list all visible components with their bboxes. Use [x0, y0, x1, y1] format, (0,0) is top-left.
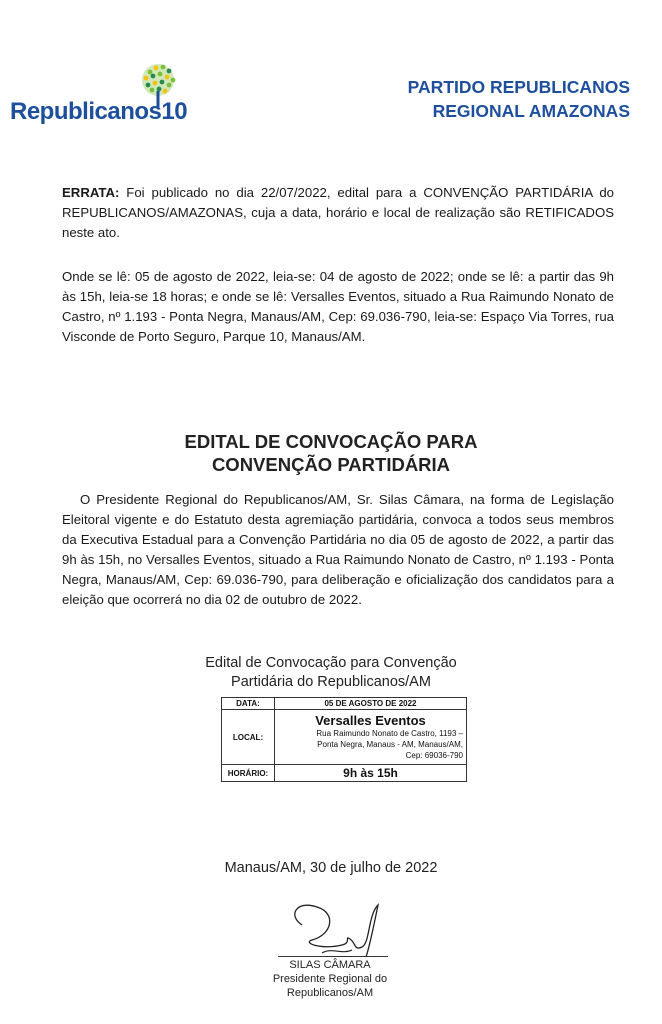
signer-role-line1: Presidente Regional do [272, 973, 388, 985]
edital-title: EDITAL DE CONVOCAÇÃO PARA CONVENÇÃO PARTIDÁRIA [184, 431, 478, 475]
venue-address: Rua Raimundo Nonato de Castro, 1193 – Ponta Negra, Manaus - AM, Manaus/AM, Cep: 69036-790 [316, 729, 463, 760]
signer-role-line2: Republicanos/AM [286, 987, 374, 999]
location-label: LOCAL: [222, 710, 275, 765]
party-heading-line1: PARTIDO REPUBLICANOS [407, 77, 630, 97]
table-row-time [222, 765, 467, 782]
errata-paragraph: ERRATA: Foi publicado no dia 22/07/2022, edital para a CONVENÇÃO PARTIDÁRIA do REPUBLICANOS/AMAZONAS, cuja a data, horário e local de realização são RETIFICADOS neste ato. [62, 185, 614, 240]
signature-line [278, 956, 388, 957]
summary-title: Edital de Convocação para Convenção Partidária do Republicanos/AM [205, 655, 457, 690]
edital-body: O Presidente Regional do Republicanos/AM, Sr. Silas Câmara, na forma de Legislação Eleitoral vigente e do Estatuto desta agremiação partidária, convoca a todos seus membros da Executiva Estadual para a Convenção Partidária no dia 05 de agosto de 2022, a partir das 9h às 15h, no Versalles Eventos, situado a Rua Raimundo Nonato de Castro, nº 1.193 - Ponta Negra, Manaus/AM, Cep: 69.036-790, para deliberação e oficialização dos candidatos para a eleição que ocorrerá no dia 02 de outubro de 2022. [62, 492, 614, 607]
summary-table [221, 697, 467, 782]
corrections-paragraph: Onde se lê: 05 de agosto de 2022, leia-se: 04 de agosto de 2022; onde se lê: a partir das 9h às 15h, leia-se 18 horas; e onde se lê: Versalles Eventos, situado a Rua Raimundo Nonato de Castro, nº 1.193 - Ponta Negra, Manaus/AM, Cep: 69.036-790, leia-se: Espaço Via Torres, rua Visconde de Porto Seguro, Parque 10, Manaus/AM. [62, 269, 614, 344]
table-row-location [222, 710, 467, 765]
handwritten-signature [282, 895, 392, 965]
retificados-emphasis: RETIFICADOS [525, 205, 614, 220]
time-label: HORÁRIO: [222, 765, 275, 782]
signer-block [230, 958, 430, 1000]
location-value [275, 710, 467, 765]
date-label: DATA: [222, 698, 275, 710]
party-logo [10, 58, 190, 128]
errata-label: ERRATA: [62, 185, 120, 200]
place-date: Manaus/AM, 30 de julho de 2022 [224, 860, 438, 876]
logo-wordmark: Republicanos10 [10, 98, 188, 125]
venue-name: Versalles Eventos [315, 713, 426, 728]
party-heading [408, 75, 630, 123]
party-heading-line2: REGIONAL AMAZONAS [432, 101, 630, 121]
table-row-date [222, 698, 467, 710]
signer-name: SILAS CÂMARA [289, 959, 371, 971]
date-value: 05 DE AGOSTO DE 2022 [275, 698, 467, 710]
time-value: 9h às 15h [275, 765, 467, 782]
